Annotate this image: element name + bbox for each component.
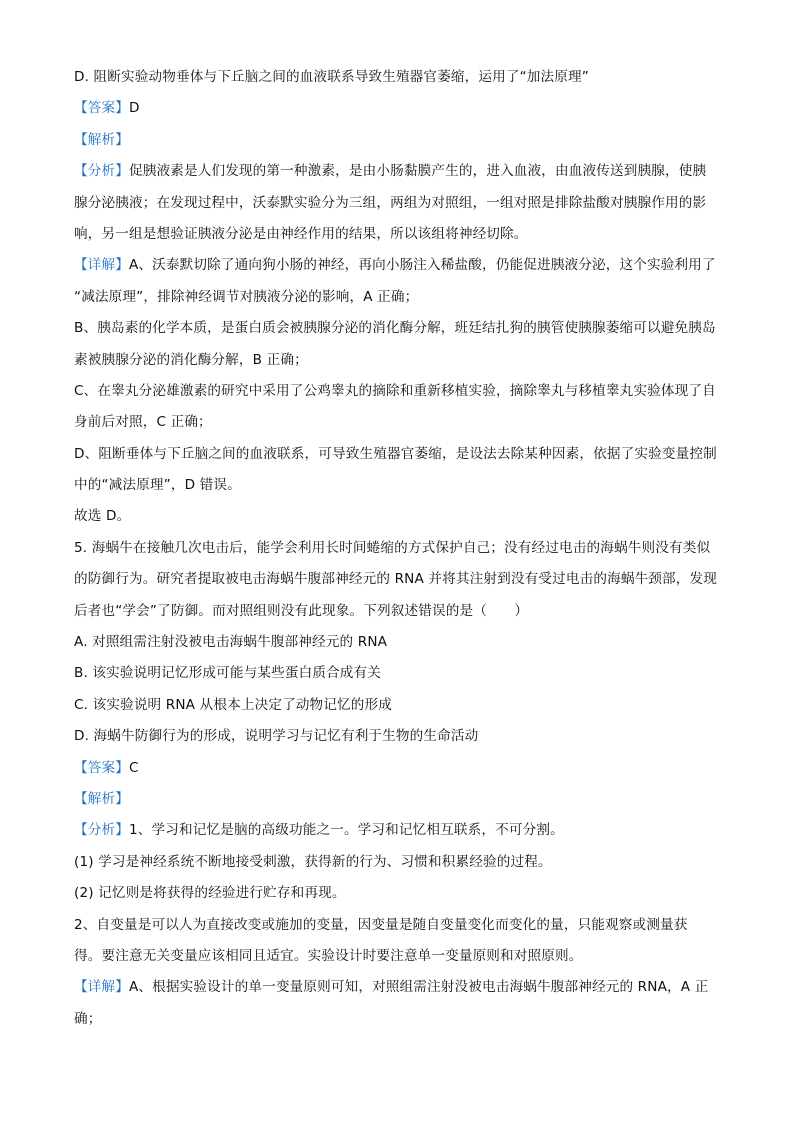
detail-line (74, 439, 726, 470)
option-c (74, 690, 726, 721)
analysis-line (74, 815, 726, 846)
line-text: 后者也“学会”了防御。而对照组则没有此现象。下列叙述错误的是（ ） (74, 602, 529, 619)
xiangjie-tag: 【详解】 (74, 979, 129, 996)
answer-tag: 【答案】 (74, 100, 129, 117)
detail-line (74, 972, 726, 1003)
detail-line (74, 1004, 726, 1035)
line-text: D. 阻断实验动物垂体与下丘脑之间的血液联系导致生殖器官萎缩，运用了“加法原理” (74, 69, 589, 85)
question-5-stem (74, 533, 726, 564)
line-text: 身前后对照，C 正确； (74, 414, 212, 431)
line-text: 得。要注意无关变量应该相同且适宜。实验设计时要注意单一变量原则和对照原则。 (74, 947, 583, 964)
analysis-line (74, 941, 726, 972)
line-text: 故选 D。 (74, 508, 131, 525)
analysis-line (74, 910, 726, 941)
line-text: 2、自变量是可以人为直接改变或施加的变量，因变量是随自变量变化而变化的量，只能观察或测量获 (74, 916, 688, 933)
detail-line (74, 282, 726, 313)
detail-line (74, 470, 726, 501)
line-text: 的防御行为。研究者提取被电击海蜗牛腹部神经元的 RNA 并将其注射到没有受过电击的海蜗牛颈部，发现 (74, 571, 718, 588)
line-text: A、根据实验设计的单一变量原则可知，对照组需注射没被电击海蜗牛腹部神经元的 RNA，A 正 (128, 979, 709, 996)
option-d (74, 721, 726, 752)
answer-tag: 【答案】 (74, 759, 129, 776)
line-text: B. 该实验说明记忆形成可能与某些蛋白质合成有关 (74, 665, 382, 682)
document-page (74, 62, 726, 1035)
detail-line (74, 313, 726, 344)
analysis-heading (74, 125, 726, 156)
answer-line (74, 753, 726, 784)
line-text: 确； (74, 1010, 102, 1027)
analysis-heading (74, 784, 726, 815)
question-5-stem (74, 596, 726, 627)
line-text: 1、学习和记忆是脑的高级功能之一。学习和记忆相互联系，不可分割。 (128, 822, 564, 839)
line-text: 腺分泌胰液；在发现过程中，沃泰默实验分为三组，两组为对照组，一组对照是排除盐酸对胰腺作用的影 (74, 194, 707, 211)
line-text: “减法原理”，排除神经调节对胰液分泌的影响，A 正确； (74, 288, 419, 305)
option-d-line (74, 62, 726, 93)
line-text: C. 该实验说明 RNA 从根本上决定了动物记忆的形成 (74, 696, 393, 713)
analysis-line (74, 188, 726, 219)
line-text: A、沃泰默切除了通向狗小肠的神经，再向小肠注入稀盐酸，仍能促进胰液分泌，这个实验利用了 (128, 257, 716, 274)
detail-line (74, 345, 726, 376)
line-text: C、在睾丸分泌雄激素的研究中采用了公鸡睾丸的摘除和重新移植实验，摘除睾丸与移植睾丸实验体现了自 (74, 382, 716, 399)
answer-value: C (128, 759, 139, 776)
fenxi-tag: 【分析】 (74, 163, 129, 180)
line-text: 响，另一组是想验证胰液分泌是由神经作用的结果，所以该组将神经切除。 (74, 225, 528, 242)
line-text: A. 对照组需注射没被电击海蜗牛腹部神经元的 RNA (74, 634, 388, 651)
detail-line (74, 407, 726, 438)
detail-line (74, 376, 726, 407)
line-text: (2) 记忆则是将获得的经验进行贮存和再现。 (74, 885, 346, 902)
line-text: 5. 海蜗牛在接触几次电击后，能学会利用长时间蜷缩的方式保护自己；没有经过电击的海蜗牛则没有类似 (74, 539, 711, 556)
analysis-line (74, 847, 726, 878)
answer-value: D (128, 100, 140, 117)
line-text: (1) 学习是神经系统不断地接受刺激，获得新的行为、习惯和积累经验的过程。 (74, 853, 552, 870)
line-text: 素被胰腺分泌的消化酶分解，B 正确； (74, 351, 308, 368)
detail-line (74, 250, 726, 281)
analysis-tag: 【解析】 (74, 131, 129, 148)
analysis-line (74, 878, 726, 909)
analysis-line (74, 219, 726, 250)
fenxi-tag: 【分析】 (74, 822, 129, 839)
line-text: D、阻断垂体与下丘脑之间的血液联系，可导致生殖器官萎缩，是设法去除某种因素，依据了实验变量控制 (74, 445, 717, 462)
option-a (74, 627, 726, 658)
line-text: B、胰岛素的化学本质，是蛋白质会被胰腺分泌的消化酶分解，班廷结扎狗的胰管使胰腺萎缩可以避免胰岛 (74, 320, 716, 337)
line-text: D. 海蜗牛防御行为的形成，说明学习与记忆有利于生物的生命活动 (74, 728, 479, 745)
line-text: 促胰液素是人们发现的第一种激素，是由小肠黏膜产生的，进入血液，由血液传送到胰腺，使胰 (128, 163, 707, 180)
xiangjie-tag: 【详解】 (74, 257, 129, 274)
choice-line (74, 501, 726, 532)
option-b (74, 658, 726, 689)
question-5-stem (74, 564, 726, 595)
answer-line (74, 93, 726, 124)
analysis-line (74, 156, 726, 187)
line-text: 中的“减法原理”，D 错误。 (74, 477, 241, 494)
analysis-tag: 【解析】 (74, 790, 129, 807)
